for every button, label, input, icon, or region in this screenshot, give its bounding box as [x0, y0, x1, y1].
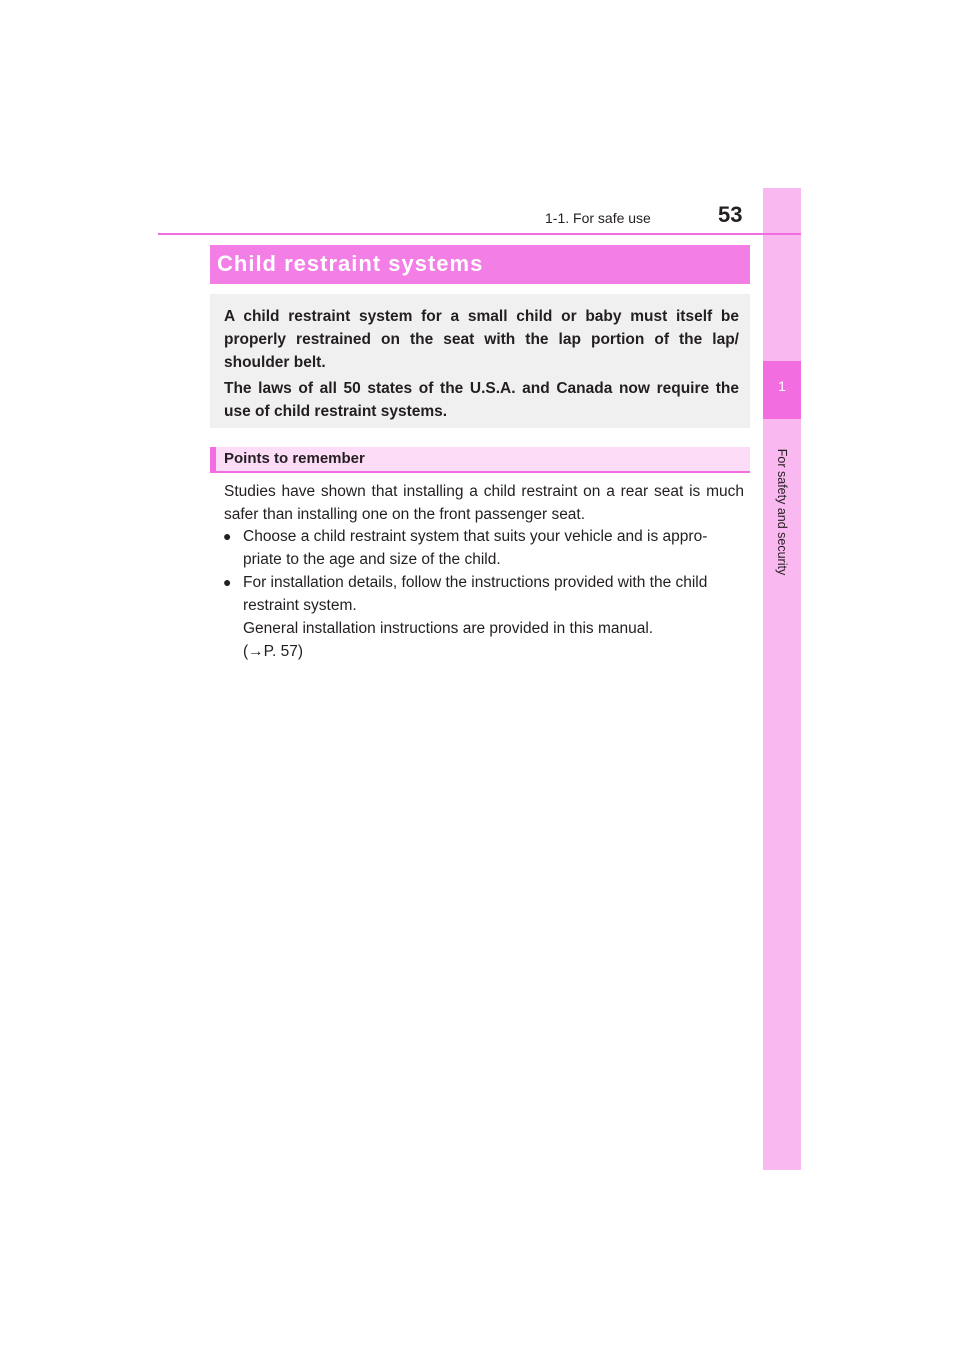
page-number: 53	[718, 202, 743, 227]
bullet-item	[243, 571, 746, 663]
intro-paragraph: A child restraint system for a small child or baby must itself be properly restrained on the seat with the lap portion of the lap/ shoulder belt.	[224, 308, 739, 371]
bullet-item	[243, 525, 746, 571]
section-title: Child restraint systems	[217, 251, 484, 276]
header-rule	[158, 233, 801, 235]
subheading-title: Points to remember	[224, 450, 365, 467]
side-tab	[763, 188, 801, 1170]
bullet-icon: ●	[223, 528, 232, 544]
bullet-text: Choose a child restraint system that suits your vehicle and is appro- priate to the age and size of the child.	[243, 528, 708, 568]
page-reference[interactable]: (→P. 57)	[243, 643, 304, 660]
subheading-marker	[210, 447, 216, 473]
chapter-label: For safety and security	[775, 448, 789, 576]
running-head: 1-1. For safe use	[545, 210, 651, 226]
bullet-icon: ●	[223, 574, 232, 590]
body-paragraph: Studies have shown that installing a child restraint on a rear seat is much safer than installing one on the front passenger seat.	[224, 483, 744, 523]
bullet-text-line2: General installation instructions are provided in this manual.	[243, 620, 654, 637]
bullet-text: For installation details, follow the instructions provided with the child restraint system.	[243, 574, 708, 614]
chapter-number: 1	[778, 378, 786, 394]
intro-paragraph: The laws of all 50 states of the U.S.A. and Canada now require the use of child restraint systems.	[224, 380, 739, 420]
